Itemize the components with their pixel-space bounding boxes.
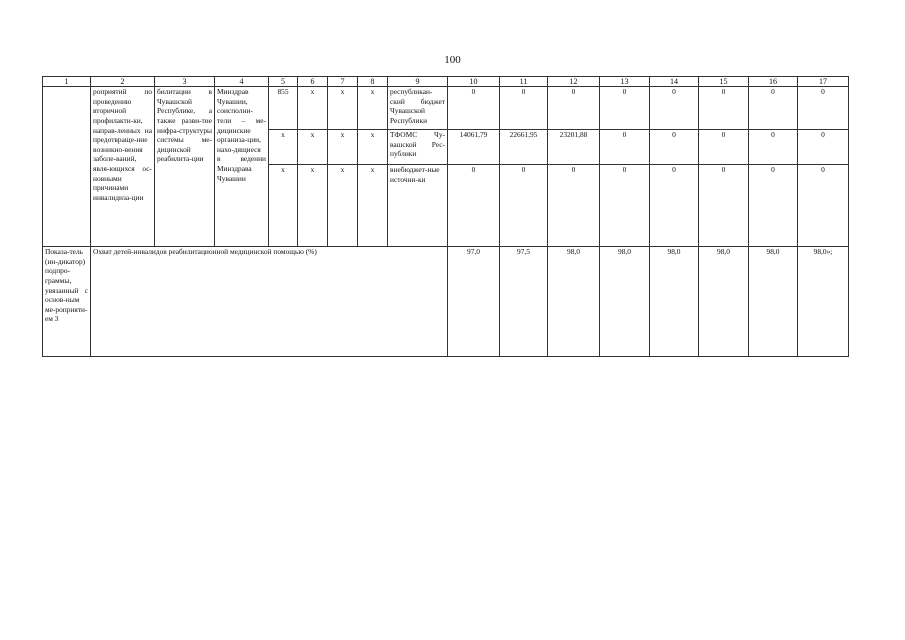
code-cell: x xyxy=(358,87,388,130)
header-cell: 6 xyxy=(298,77,328,87)
indicator-value-cell: 97,0 xyxy=(448,247,500,357)
indicator-value-cell: 98,0 xyxy=(600,247,650,357)
funding-source-cell: республикан-ский бюджет Чувашской Республики xyxy=(388,87,448,130)
code-cell: x xyxy=(298,130,328,165)
code-cell: x xyxy=(358,165,388,247)
value-cell: 14061,79 xyxy=(448,130,500,165)
code-cell: x xyxy=(298,165,328,247)
event-name-cell: роприятий по проведению вторичной профилакти-ки, направ-ленных на предотвраще-ние возникно-вения заболе-ваний, явля-ющихся ос-новными причинами инвалидиза-ции xyxy=(91,87,155,247)
code-cell: x xyxy=(328,130,358,165)
code-cell: x xyxy=(328,165,358,247)
value-cell: 23201,88 xyxy=(548,130,600,165)
grbs-code-cell: x xyxy=(269,130,298,165)
header-cell: 17 xyxy=(798,77,849,87)
value-cell: 0 xyxy=(749,87,798,130)
header-cell: 7 xyxy=(328,77,358,87)
grbs-code-cell: x xyxy=(269,165,298,247)
value-cell: 0 xyxy=(650,130,699,165)
value-cell: 0 xyxy=(548,165,600,247)
value-cell: 0 xyxy=(500,165,548,247)
row-number-cell xyxy=(43,87,91,247)
indicator-row xyxy=(43,247,849,357)
value-cell: 0 xyxy=(749,130,798,165)
header-cell: 13 xyxy=(600,77,650,87)
header-cell: 2 xyxy=(91,77,155,87)
program-table xyxy=(42,76,849,357)
value-cell: 0 xyxy=(650,87,699,130)
value-cell: 0 xyxy=(798,87,849,130)
header-row xyxy=(43,77,849,87)
header-cell: 16 xyxy=(749,77,798,87)
indicator-label-cell: Показа-тель (ин-дикатор) подпро-граммы, увязанный с основ-ным ме-роприяти-ем 3 xyxy=(43,247,91,357)
header-cell: 4 xyxy=(215,77,269,87)
value-cell: 0 xyxy=(448,165,500,247)
header-cell: 12 xyxy=(548,77,600,87)
value-cell: 0 xyxy=(798,165,849,247)
header-cell: 11 xyxy=(500,77,548,87)
indicator-value-cell: 98,0 xyxy=(650,247,699,357)
value-cell: 0 xyxy=(600,165,650,247)
executor-cell: Минздрав Чувашии, соисполни-тели – ме-дицинские организа-ции, нахо-дящиеся в ведении Минздрава Чувашии xyxy=(215,87,269,247)
header-cell: 9 xyxy=(388,77,448,87)
header-cell: 5 xyxy=(269,77,298,87)
code-cell: x xyxy=(298,87,328,130)
value-cell: 0 xyxy=(600,87,650,130)
value-cell: 0 xyxy=(749,165,798,247)
indicator-value-cell: 98,0»; xyxy=(798,247,849,357)
value-cell: 0 xyxy=(500,87,548,130)
funding-source-cell: внебюджет-ные источни-ки xyxy=(388,165,448,247)
indicator-value-cell: 98,0 xyxy=(548,247,600,357)
indicator-value-cell: 98,0 xyxy=(749,247,798,357)
goal-cell: билитации в Чувашской Республике, а также разви-тие инфра-структуры системы ме-дицинской реабилита-ции xyxy=(155,87,215,247)
header-cell: 15 xyxy=(699,77,749,87)
code-cell: x xyxy=(358,130,388,165)
grbs-code-cell: 855 xyxy=(269,87,298,130)
header-cell: 14 xyxy=(650,77,699,87)
indicator-text-cell: Охват детей-инвалидов реабилитационной медицинской помощью (%) xyxy=(91,247,448,357)
value-cell: 0 xyxy=(548,87,600,130)
indicator-value-cell: 98,0 xyxy=(699,247,749,357)
table-row xyxy=(43,87,849,130)
value-cell: 0 xyxy=(699,87,749,130)
page-number: 100 xyxy=(444,54,461,66)
value-cell: 0 xyxy=(699,165,749,247)
value-cell: 0 xyxy=(798,130,849,165)
value-cell: 0 xyxy=(699,130,749,165)
header-cell: 3 xyxy=(155,77,215,87)
indicator-value-cell: 97,5 xyxy=(500,247,548,357)
value-cell: 0 xyxy=(600,130,650,165)
funding-source-cell: ТФОМС Чу-вашской Рес-публики xyxy=(388,130,448,165)
value-cell: 0 xyxy=(650,165,699,247)
header-cell: 10 xyxy=(448,77,500,87)
header-cell: 8 xyxy=(358,77,388,87)
value-cell: 22661,95 xyxy=(500,130,548,165)
header-cell: 1 xyxy=(43,77,91,87)
value-cell: 0 xyxy=(448,87,500,130)
code-cell: x xyxy=(328,87,358,130)
